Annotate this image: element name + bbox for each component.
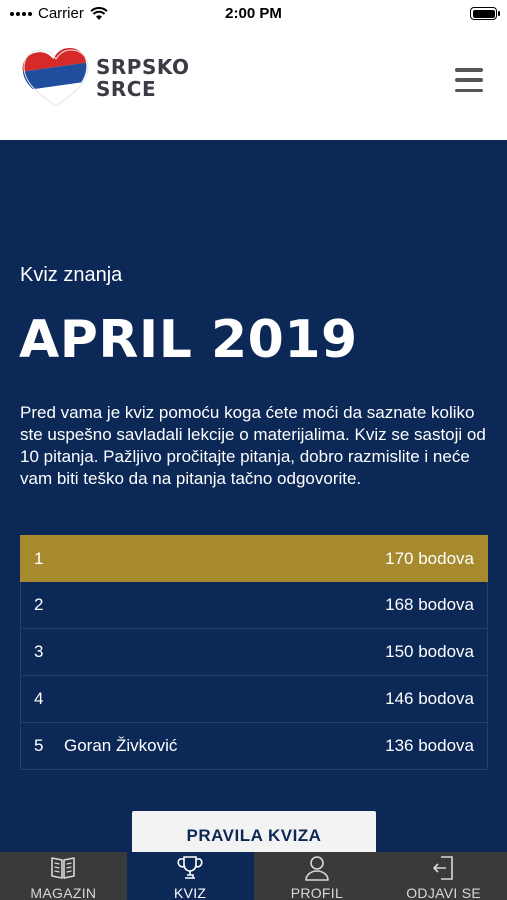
leaderboard-row (20, 629, 488, 676)
tab-label: PROFIL (290, 885, 344, 900)
logo[interactable] (22, 48, 189, 108)
user-icon (302, 854, 332, 882)
leaderboard-rank: 4 (34, 689, 44, 708)
tab-label: KVIZ (173, 885, 207, 900)
tab-odjavi-se[interactable] (380, 852, 507, 900)
tab-label: MAGAZIN (30, 885, 97, 900)
tab-magazin[interactable] (0, 852, 127, 900)
logo-line-2: SRCE (96, 77, 157, 101)
logo-line-1: SRPSKO (96, 55, 190, 79)
tab-label: ODJAVI SE (406, 885, 482, 900)
leaderboard-score: 170 bodova (385, 548, 474, 568)
carrier-label: Carrier (38, 5, 84, 22)
quiz-rules-button[interactable]: PRAVILA KVIZA (132, 811, 376, 852)
leaderboard-name: Goran Živković (64, 736, 178, 755)
leaderboard-rank: 5 (34, 736, 44, 755)
leaderboard-score: 168 bodova (385, 595, 474, 614)
leaderboard-row (20, 535, 488, 582)
tab-kviz[interactable] (127, 852, 254, 900)
quiz-screen (0, 140, 507, 852)
leaderboard-score: 136 bodova (385, 736, 474, 755)
leaderboard-score: 146 bodova (385, 689, 474, 708)
quiz-title: APRIL 2019 (19, 310, 358, 370)
status-bar (0, 0, 507, 28)
leaderboard-row (20, 723, 488, 770)
leaderboard-rank: 3 (34, 642, 44, 661)
leaderboard-rank: 1 (34, 548, 44, 568)
leaderboard (20, 535, 488, 770)
leaderboard-rank: 2 (34, 595, 44, 614)
hamburger-menu-icon[interactable] (455, 68, 483, 92)
bottom-tab-bar (0, 852, 507, 900)
leaderboard-row (20, 676, 488, 723)
app-header (0, 28, 507, 140)
serbian-heart-logo-icon (22, 48, 90, 108)
quiz-subtitle: Kviz znanja (20, 264, 123, 286)
logo-text (96, 56, 189, 100)
leaderboard-score: 150 bodova (385, 642, 474, 661)
tab-profil[interactable] (254, 852, 381, 900)
battery-icon (470, 7, 497, 20)
leaderboard-row (20, 582, 488, 629)
quiz-description: Pred vama je kviz pomoću koga ćete moći da saznate koliko ste uspešno savladali lekcije o materijalima. Kviz se sastoji od 10 pitanja. Pažljivo pročitajte pitanja, dobro razmislite i neće vam biti teško da na pitanja tačno odgovorite. (20, 403, 486, 488)
trophy-icon (175, 854, 205, 882)
logout-icon (429, 854, 459, 882)
book-icon (48, 854, 78, 882)
clock: 2:00 PM (225, 5, 282, 22)
